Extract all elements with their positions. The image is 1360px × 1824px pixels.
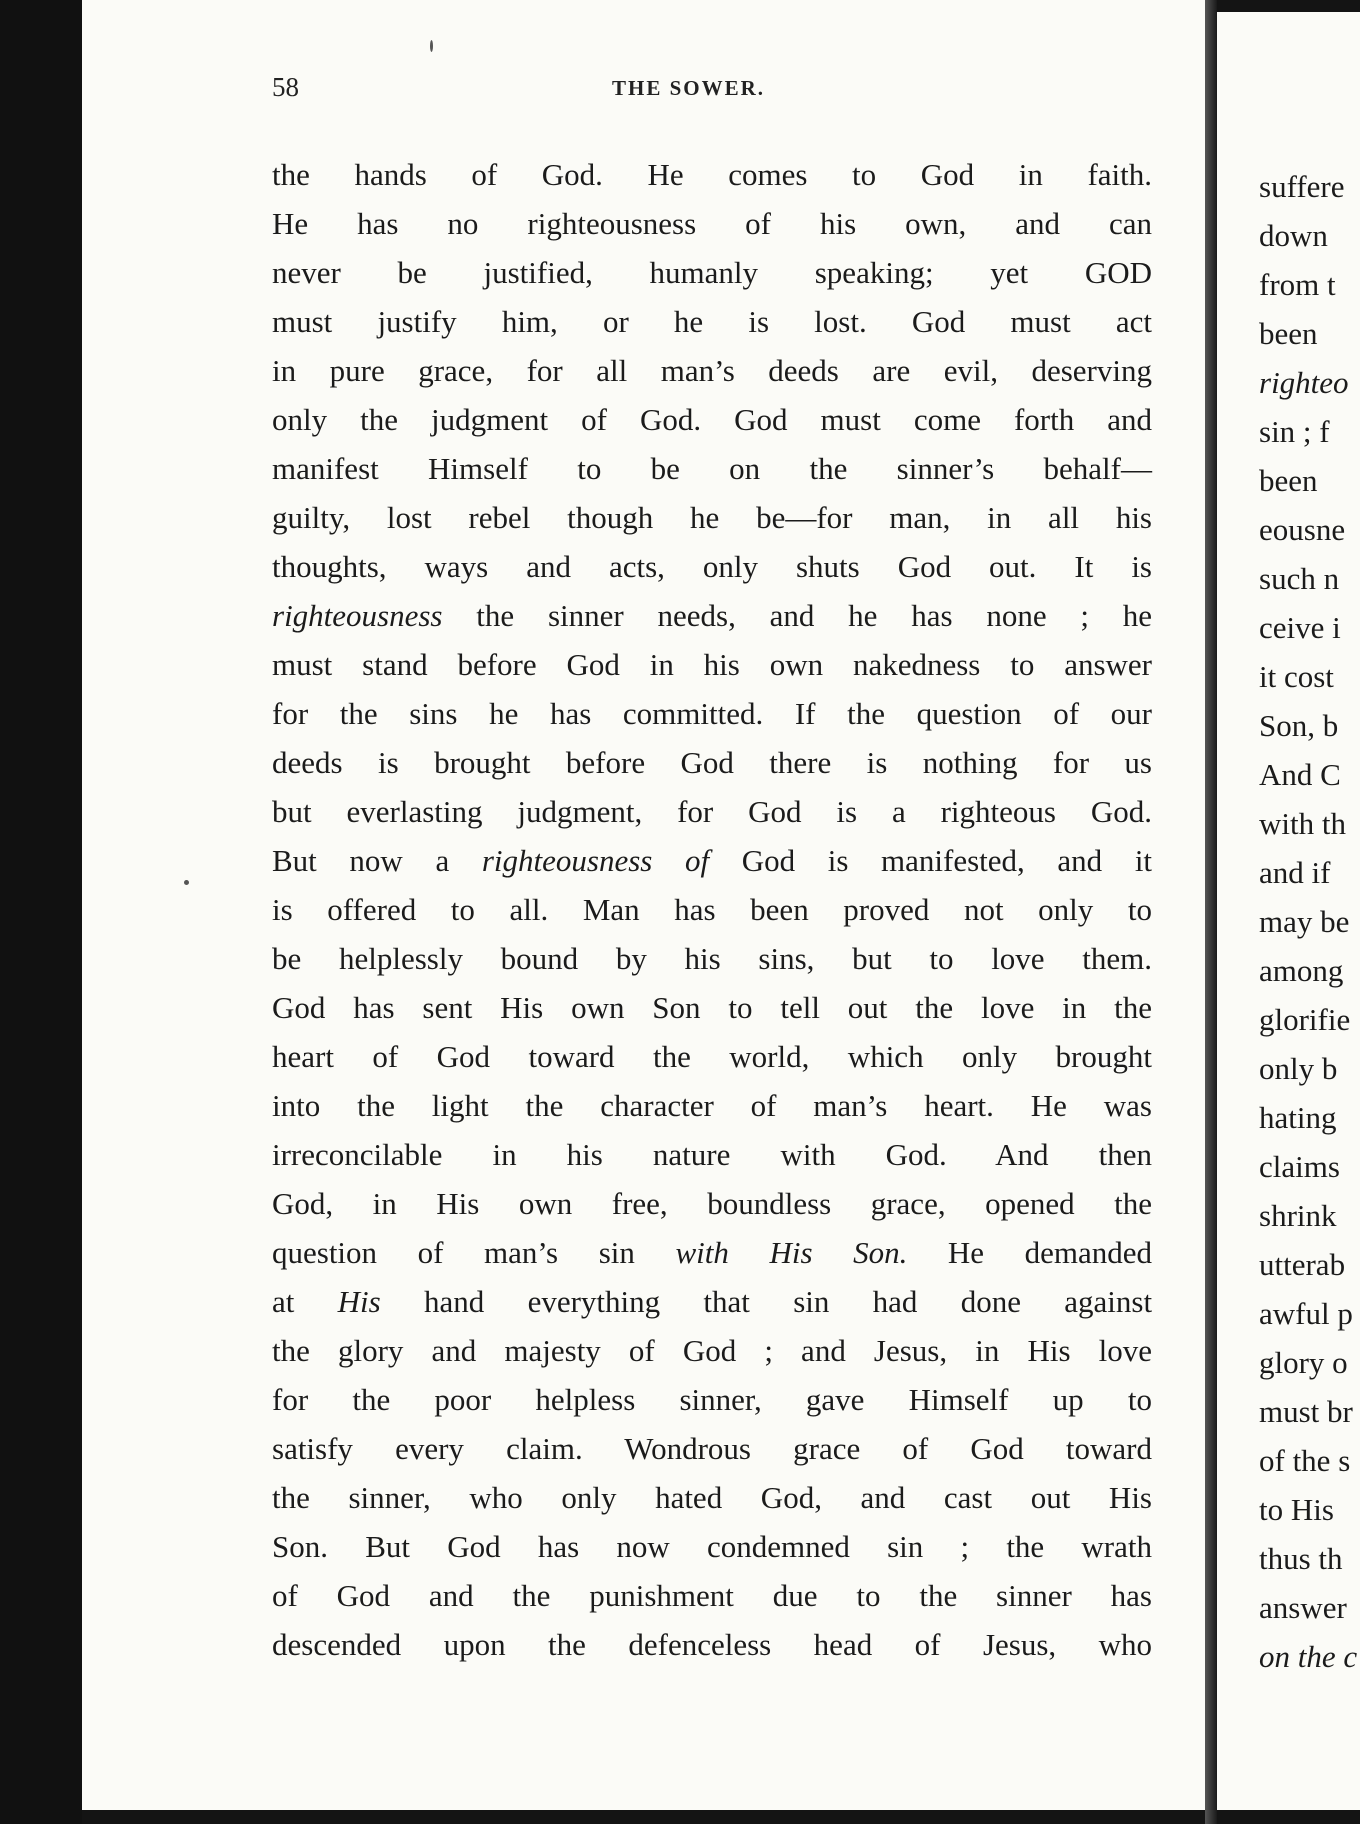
- right-text-line: been: [1259, 463, 1318, 498]
- text-line: the glory and majesty of God ; and Jesus, in His love: [272, 1333, 1152, 1368]
- text-line: irreconcilable in his nature with God. And then: [272, 1137, 1152, 1172]
- right-text-line: with th: [1259, 806, 1346, 841]
- text-line: He has no righteousness of his own, and can: [272, 206, 1152, 241]
- page-header: [82, 72, 1212, 112]
- right-text-line: eousne: [1259, 512, 1346, 547]
- text-line: the sinner, who only hated God, and cast out His: [272, 1480, 1152, 1515]
- right-page-text: [1259, 162, 1360, 1681]
- text-line: in pure grace, for all man’s deeds are evil, deserving: [272, 353, 1152, 388]
- text-line: question of man’s sin with His Son. He demanded: [272, 1235, 1153, 1270]
- right-text-line: must br: [1259, 1394, 1353, 1429]
- book-page-left: [82, 0, 1214, 1810]
- right-text-line: among: [1259, 953, 1344, 988]
- book-page-right: [1217, 12, 1360, 1810]
- text-line: But now a righteousness of God is manifested, and it: [272, 843, 1153, 878]
- body-text: [272, 150, 1152, 1669]
- text-line: God has sent His own Son to tell out the love in the: [272, 990, 1152, 1025]
- right-text-line: from t: [1259, 267, 1336, 302]
- scan-left-margin: [0, 0, 82, 1824]
- text-line: descended upon the defenceless head of Jesus, who: [272, 1627, 1152, 1662]
- right-text-line: and if: [1259, 855, 1331, 890]
- running-head: THE SOWER.: [612, 76, 766, 100]
- text-line: Son. But God has now condemned sin ; the wrath: [272, 1529, 1152, 1564]
- text-line: must stand before God in his own nakedness to answer: [272, 647, 1152, 682]
- scan-speck: [430, 40, 433, 52]
- right-text-line: suffere: [1259, 169, 1345, 204]
- text-line: for the poor helpless sinner, gave Himself up to: [272, 1382, 1152, 1417]
- right-text-line: shrink: [1259, 1198, 1337, 1233]
- scan-speck: [184, 880, 189, 885]
- text-line: righteousness the sinner needs, and he has none ; he: [272, 598, 1153, 633]
- text-line: guilty, lost rebel though he be—for man, in all his: [272, 500, 1152, 535]
- right-text-line: it cost: [1259, 659, 1334, 694]
- right-text-line: And C: [1259, 757, 1341, 792]
- text-line: thoughts, ways and acts, only shuts God out. It is: [272, 549, 1152, 584]
- text-line: of God and the punishment due to the sinner has: [272, 1578, 1152, 1613]
- text-line: deeds is brought before God there is nothing for us: [272, 745, 1152, 780]
- right-text-line: hating: [1259, 1100, 1337, 1135]
- text-line: only the judgment of God. God must come forth and: [272, 402, 1152, 437]
- text-line: never be justified, humanly speaking; yet GOD: [272, 255, 1152, 290]
- right-text-line: glory o: [1259, 1345, 1348, 1380]
- right-text-line: glorifie: [1259, 1002, 1351, 1037]
- right-text-line: Son, b: [1259, 708, 1339, 743]
- right-text-line: awful p: [1259, 1296, 1353, 1331]
- right-text-line: claims: [1259, 1149, 1340, 1184]
- right-text-line: only b: [1259, 1051, 1338, 1086]
- text-line: for the sins he has committed. If the question of our: [272, 696, 1152, 731]
- right-text-line: to His: [1259, 1492, 1334, 1527]
- right-text-line: such n: [1259, 561, 1340, 596]
- right-text-line: may be: [1259, 904, 1350, 939]
- book-gutter: [1205, 0, 1217, 1824]
- right-text-line: of the s: [1259, 1443, 1351, 1478]
- text-line: at His hand everything that sin had done against: [272, 1284, 1153, 1319]
- right-text-line: answer: [1259, 1590, 1347, 1625]
- text-line: is offered to all. Man has been proved not only to: [272, 892, 1152, 927]
- text-line: God, in His own free, boundless grace, opened the: [272, 1186, 1152, 1221]
- text-line: but everlasting judgment, for God is a righteous God.: [272, 794, 1152, 829]
- text-line: satisfy every claim. Wondrous grace of God toward: [272, 1431, 1152, 1466]
- right-text-line: thus th: [1259, 1541, 1343, 1576]
- text-line: the hands of God. He comes to God in faith.: [272, 157, 1152, 192]
- right-text-line: down: [1259, 218, 1328, 253]
- right-text-line: utterab: [1259, 1247, 1346, 1282]
- text-line: be helplessly bound by his sins, but to love them.: [272, 941, 1152, 976]
- page-number: 58: [272, 72, 299, 102]
- right-text-line: ceive i: [1259, 610, 1341, 645]
- text-line: must justify him, or he is lost. God must act: [272, 304, 1152, 339]
- text-line: into the light the character of man’s heart. He was: [272, 1088, 1152, 1123]
- right-text-line: righteo: [1259, 365, 1349, 400]
- right-text-line: on the c: [1259, 1639, 1358, 1674]
- right-text-line: been: [1259, 316, 1318, 351]
- text-line: heart of God toward the world, which only brought: [272, 1039, 1152, 1074]
- text-line: manifest Himself to be on the sinner’s behalf—: [272, 451, 1152, 486]
- right-text-line: sin ; f: [1259, 414, 1330, 449]
